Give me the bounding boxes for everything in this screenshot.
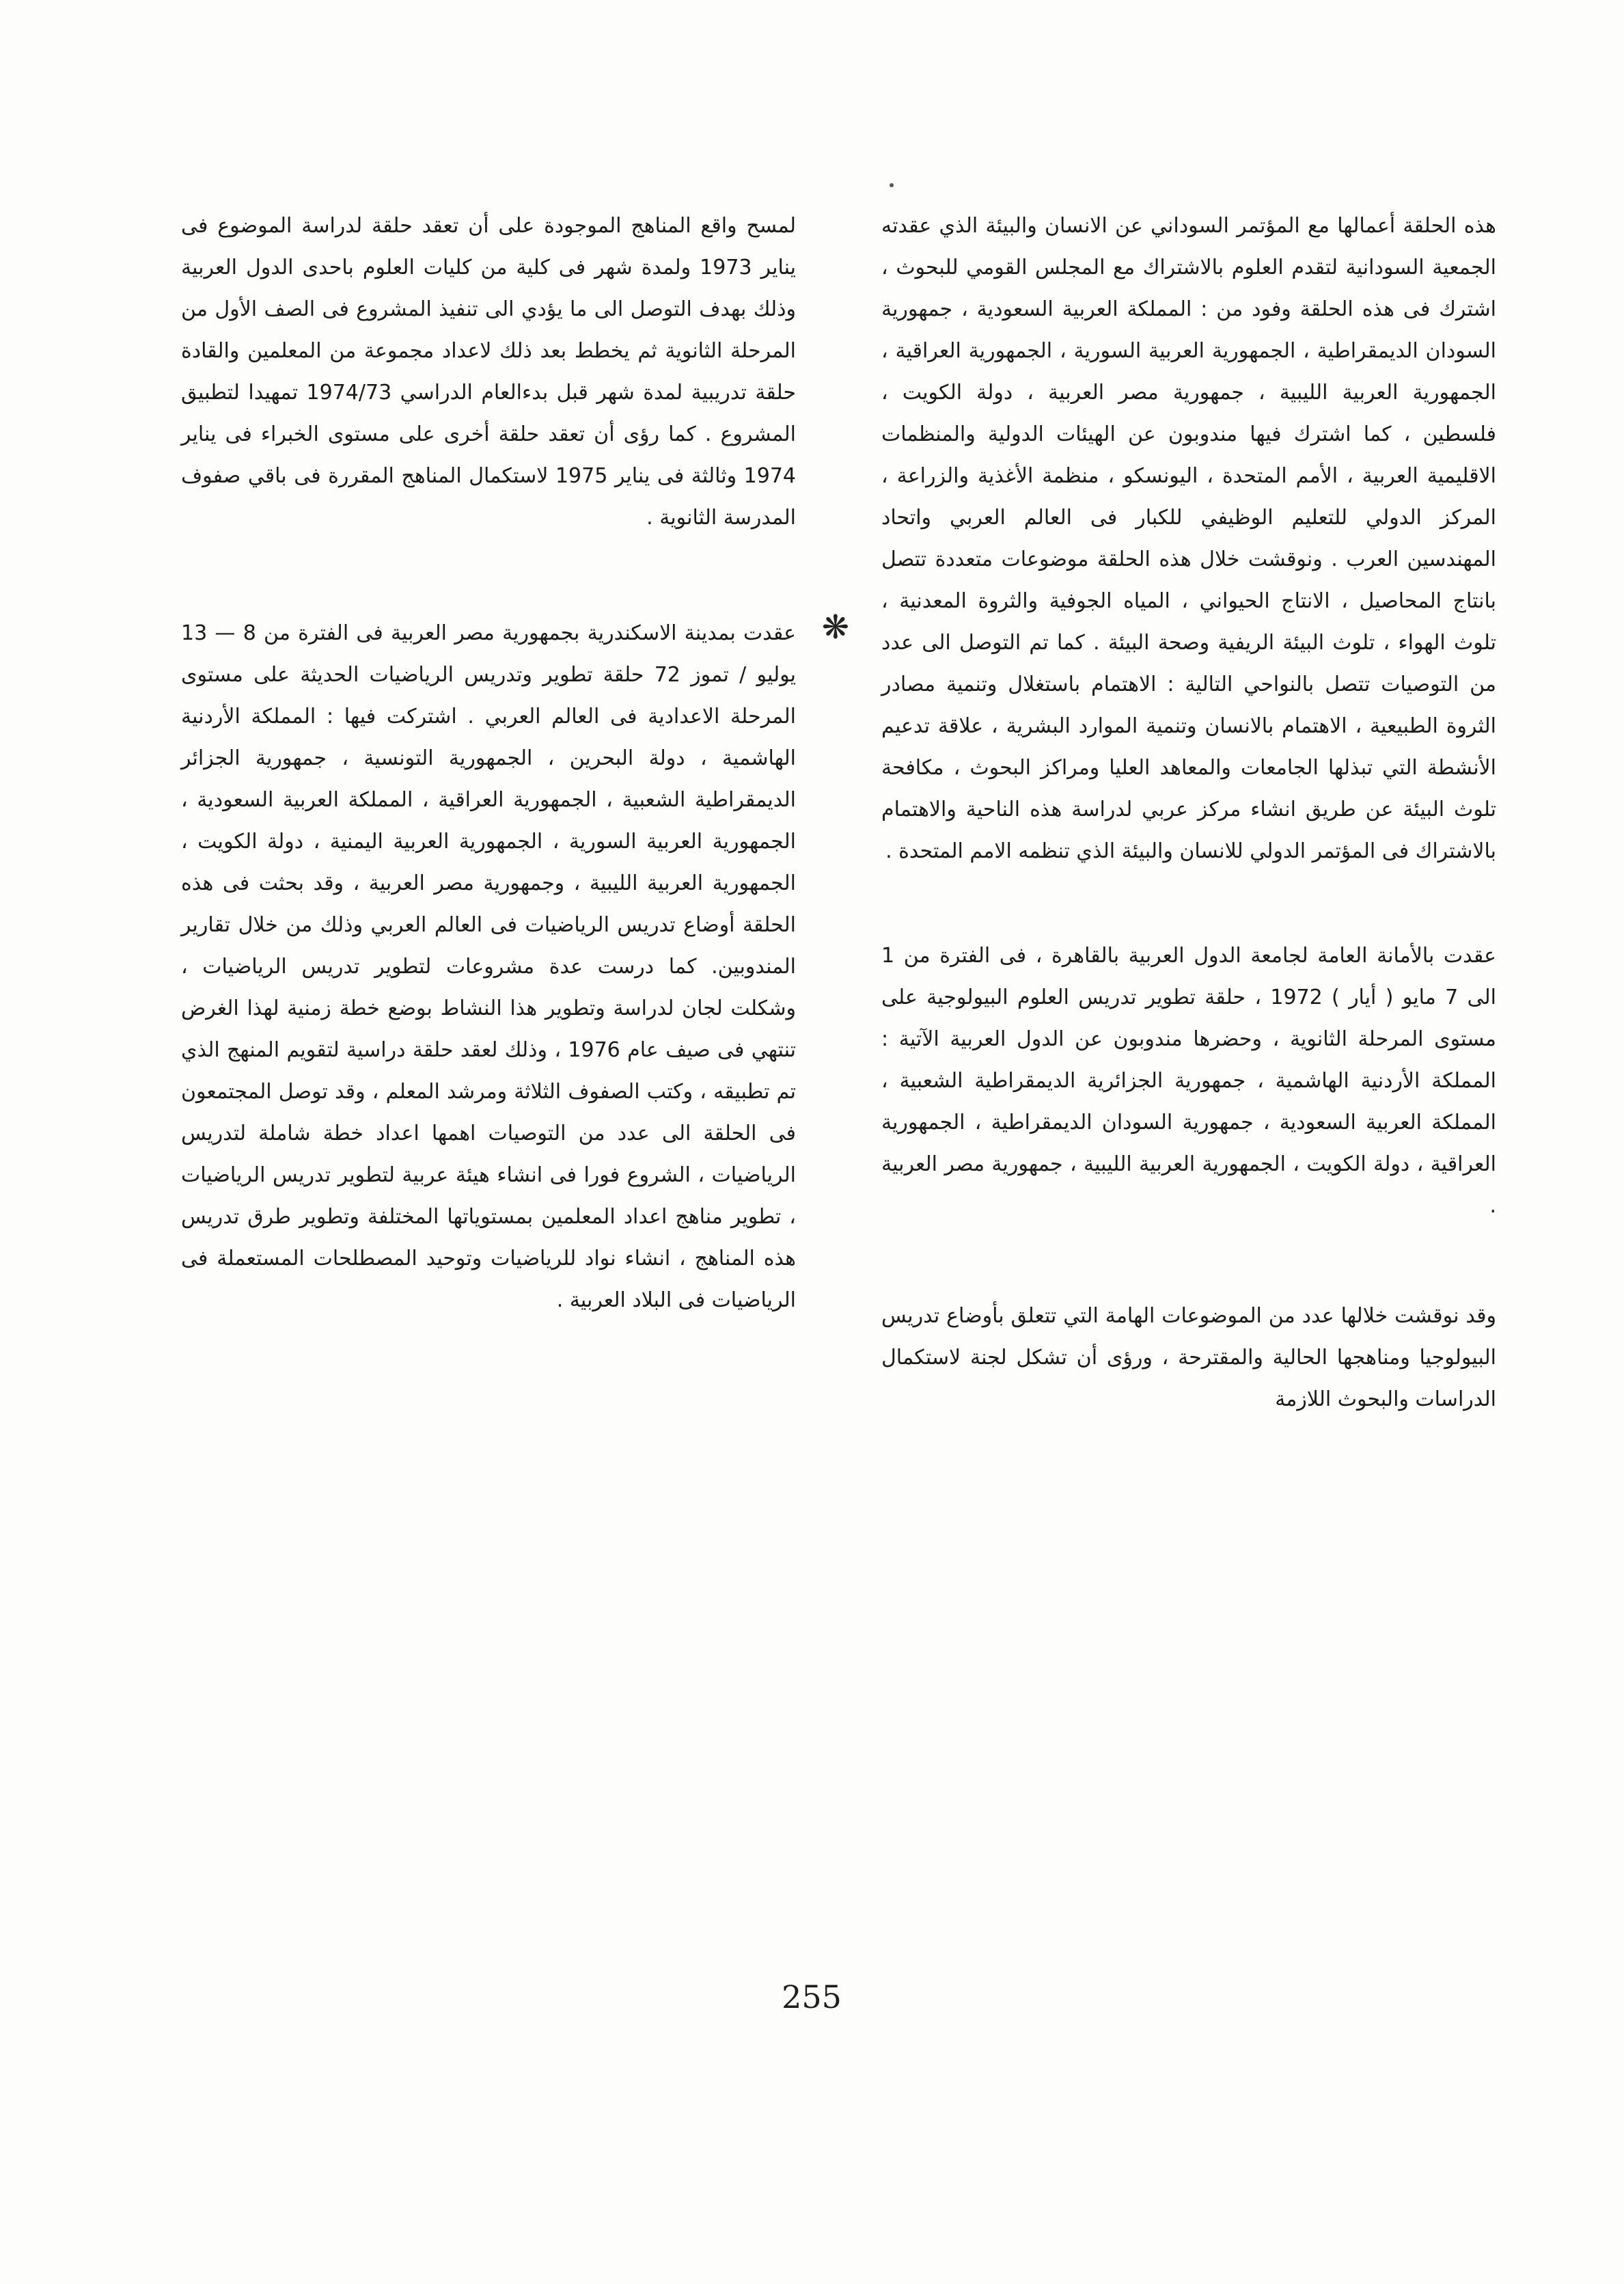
scan-mark — [890, 183, 894, 187]
right-column — [881, 205, 1496, 1420]
right-paragraph-1: هذه الحلقة أعمالها مع المؤتمر السوداني عن الانسان والبيئة الذي عقدته الجمعية السودانية لتقدم العلوم بالاشتراك مع المجلس القومي للبحوث ، اشترك فى هذه الحلقة وفود من : المملكة العربية السعودية ، جمهورية السودان الديمقراطية ، الجمهورية العربية السورية ، الجمهورية العراقية ، الجمهورية العربية الليبية ، جمهورية مصر العربية ، دولة الكويت ، فلسطين ، كما اشترك فيها مندوبون عن الهيئات الدولية والمنظمات الاقليمية العربية ، الأمم المتحدة ، اليونسكو ، منظمة الأغذية والزراعة ، المركز الدولي للتعليم الوظيفي للكبار فى العالم العربي واتحاد المهندسين العرب . ونوقشت خلال هذه الحلقة موضوعات متعددة تتصل بانتاج المحاصيل ، الانتاج الحيواني ، المياه الجوفية والثروة المعدنية ، تلوث الهواء ، تلوث البيئة الريفية وصحة البيئة . كما تم التوصل الى عدد من التوصيات تتصل بالنواحي التالية : الاهتمام باستغلال وتنمية مصادر الثروة الطبيعية ، الاهتمام بالانسان وتنمية الموارد البشرية ، علاقة تدعيم الأنشطة التي تبذلها الجامعات والمعاهد العليا ومراكز البحوث ، مكافحة تلوث البيئة عن طريق انشاء مركز عربي لدراسة هذه الناحية والاهتمام بالاشتراك فى المؤتمر الدولي للانسان والبيئة الذي تنظمه الامم المتحدة . — [881, 214, 1496, 863]
right-paragraph-2: عقدت بالأمانة العامة لجامعة الدول العربية بالقاهرة ، فى الفترة من 1 الى 7 مايو ( أيار ) 1972 ، حلقة تطوير تدريس العلوم البيولوجية على مستوى المرحلة الثانوية ، وحضرها مندوبون عن الدول العربية الآتية : المملكة الأردنية الهاشمية ، جمهورية الجزائرية الديمقراطية الشعبية ، المملكة العربية السعودية ، جمهورية السودان الديمقراطية ، الجمهورية العراقية ، دولة الكويت ، الجمهورية العربية الليبية ، جمهورية مصر العربية . — [881, 944, 1496, 1218]
right-paragraph-3: وقد نوقشت خلالها عدد من الموضوعات الهامة التي تتعلق بأوضاع تدريس البيولوجيا ومناهجها الحالية والمقترحة ، ورؤى أن تشكل لجنة لاستكمال الدراسات والبحوث اللازمة — [881, 1304, 1496, 1411]
left-entry — [181, 608, 849, 1321]
left-column — [181, 205, 849, 1321]
page-number: 255 — [782, 1979, 842, 2015]
left-paragraph-2: عقدت بمدينة الاسكندرية بجمهورية مصر العربية فى الفترة من 8 — 13 يوليو / تموز 72 حلقة تطوير وتدريس الرياضيات الحديثة على مستوى المرحلة الاعدادية فى العالم العربي . اشتركت فيها : المملكة الأردنية الهاشمية ، دولة البحرين ، الجمهورية التونسية ، جمهورية الجزائر الديمقراطية الشعبية ، الجمهورية العراقية ، المملكة العربية السعودية ، الجمهورية العربية السورية ، الجمهورية العربية اليمنية ، دولة الكويت ، الجمهورية العربية الليبية ، وجمهورية مصر العربية ، وقد بحثت فى هذه الحلقة أوضاع تدريس الرياضيات فى العالم العربي وذلك من خلال تقارير المندوبين. كما درست عدة مشروعات لتطوير تدريس الرياضيات ، وشكلت لجان لدراسة وتطوير هذا النشاط بوضع خطة زمنية لهذا الغرض تنتهي فى صيف عام 1976 ، وذلك لعقد حلقة دراسية لتقويم المنهج الذي تم تطبيقه ، وكتب الصفوف الثلاثة ومرشد المعلم ، وقد توصل المجتمعون فى الحلقة الى عدد من التوصيات اهمها اعداد خطة شاملة لتدريس الرياضيات ، الشروع فورا فى انشاء هيئة عربية لتطوير تدريس الرياضيات ، تطوير مناهج اعداد المعلمين بمستوياتها المختلفة وتطوير طرق تدريس هذه المناهج ، انشاء نواد للرياضيات وتوحيد المصطلحات المستعملة فى الرياضيات فى البلاد العربية . — [181, 621, 797, 1312]
left-paragraph-1: لمسح واقع المناهج الموجودة على أن تعقد حلقة لدراسة الموضوع فى يناير 1973 ولمدة شهر فى كلية من كليات العلوم باحدى الدول العربية وذلك بهدف التوصل الى ما يؤدي الى تنفيذ المشروع فى الصف الأول من المرحلة الثانوية ثم يخطط بعد ذلك لاعداد مجموعة من المعلمين والقادة حلقة تدريبية لمدة شهر قبل بدءالعام الدراسي 1974/73 تمهيدا لتطبيق المشروع . كما رؤى أن تعقد حلقة أخرى على مستوى الخبراء فى يناير 1974 وثالثة فى يناير 1975 لاستكمال المناهج المقررة فى باقي صفوف المدرسة الثانوية . — [181, 214, 797, 530]
asterisk-marker-icon: ❋ — [821, 608, 849, 647]
